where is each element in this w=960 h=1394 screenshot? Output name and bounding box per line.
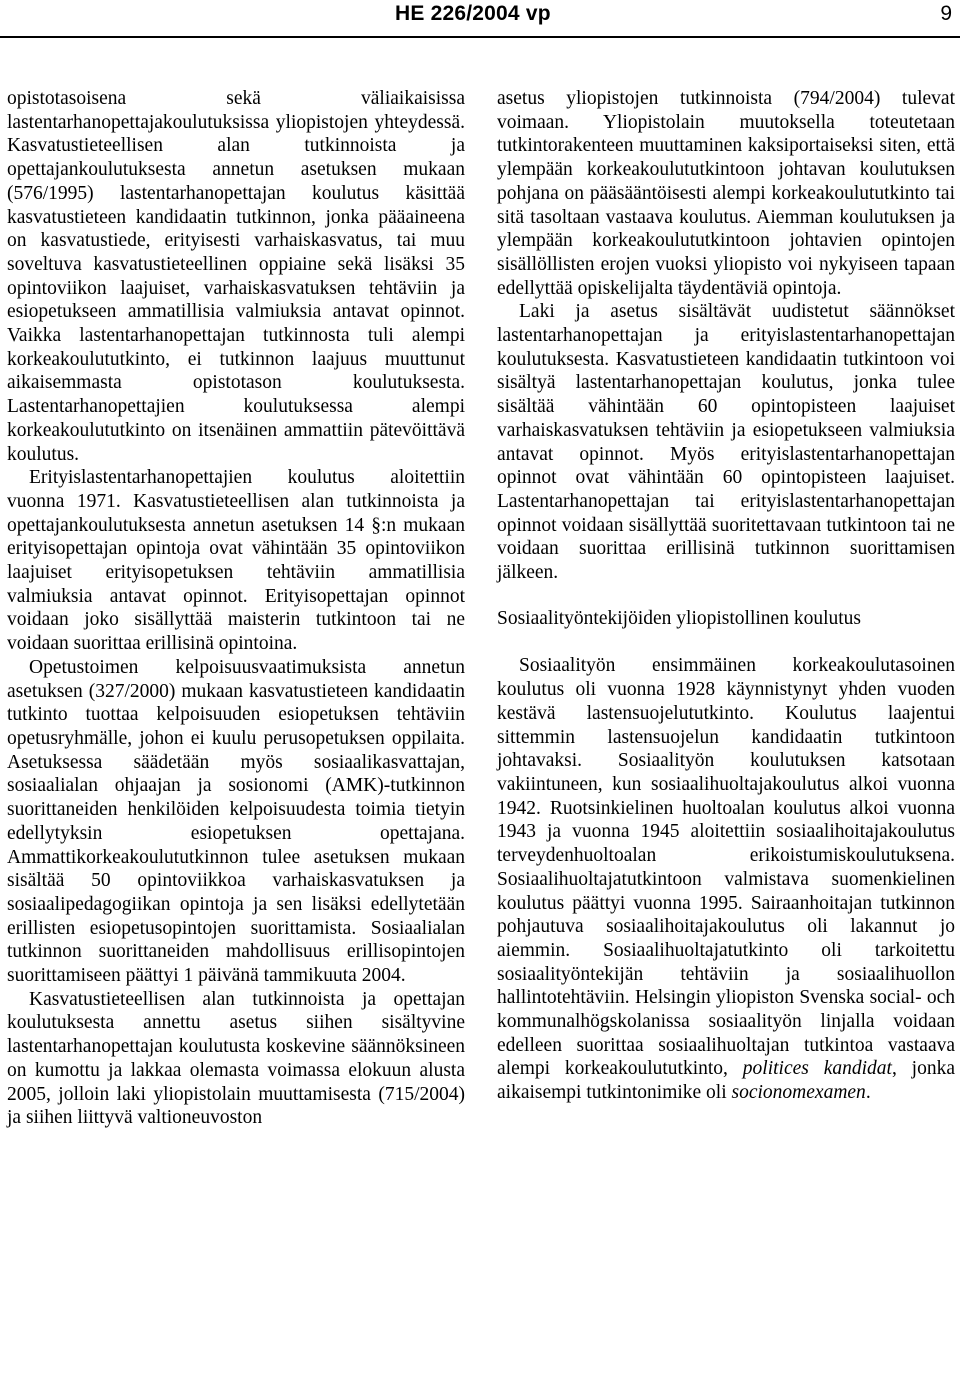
- paragraph: Erityislastentarhanopettajien koulutus aloitettiin vuonna 1971. Kasvatustieteellisen alan tutkinnoista ja opettajankoulutuksesta annetun asetuksen 14 §:n mukaan erityisopettajan opintoja ovat vähintään 35 opintoviikon laajuiset erityisopetuksen tehtäviin ammatillisia valmiuksia antavat opinnot. Erityisopettajan opinnot voidaan joko sisällyttää maisterin tutkintoon tai ne voidaan suorittaa erillisinä opintoina.: [7, 467, 465, 655]
- page-number: 9: [940, 2, 952, 25]
- paragraph-continuation: asetus yliopistojen tutkinnoista (794/2004) tulevat voimaan. Yliopistolain muutoksella toteutetaan tutkintorakenteen muuttaminen kaksiportaiseksi siten, että ylempään korkeakoulututkintoon johtavan koulutuksen pohjana on pääsääntöisesti alempi korkeakoulututkinto tai sitä tasoltaan vastaava koulutus. Aiemman koulutuksen ja ylempään korkeakoulututkintoon johtavien opintojen sisällöllisten erojen vuoksi yliopisto voi nykyiseen tapaan edellyttää opiskelijalta täydentäviä opintoja.: [497, 88, 955, 299]
- italic-term: politices kandidat: [742, 1058, 892, 1080]
- paragraph-text-mid: , jonka aikaisempi tutkintonimike oli: [497, 1058, 955, 1104]
- header-rule: [0, 36, 960, 38]
- left-column: [7, 87, 465, 1130]
- right-column: [497, 87, 955, 1105]
- paragraph: [497, 654, 955, 1104]
- paragraph: Kasvatustieteellisen alan tutkinnoista ja opettajan koulutuksesta annettu asetus siihen sisältyvine lastentarhanopettajan koulutusta koskevine säännöksineen on kumottu ja lakkaa olemasta voimassa elokuun alusta 2005, jolloin laki yliopistolain muuttamisesta (715/2004) ja siihen liittyvä valtioneuvoston: [7, 988, 465, 1129]
- paragraph-text-end: .: [865, 1082, 871, 1104]
- paragraph-continuation: opistotasoisena sekä väliaikaisissa lastentarhanopettajakoulutuksissa yliopistojen yhteydessä. Kasvatustieteellisen alan tutkinnoista ja opettajankoulutuksesta annetun asetuksen mukaan (576/1995) lastentarhanopettajan koulutus käsittää kasvatustieteen kandidaatin tutkinnon, jonka pääaineena on kasvatustiede, erityisesti varhaiskasvatus, tai muu soveltuva kasvatustieteellinen oppiaine sekä lisäksi 35 opintoviikon laajuiset, varhaiskasvatuksen tehtäviin ja esiopetukseen ammatillisia valmiuksia antavat opinnot. Vaikka lastentarhanopettajan tutkinnosta tuli alempi korkeakoulututkinto, ei tutkinnon laajuus muuttunut aikaisemmasta opistotason koulutuksesta. Lastentarhanopettajien koulutuksessa alempi korkeakoulututkinto on itsenäinen ammattiin pätevöittävä koulutus.: [7, 88, 465, 465]
- document-id: HE 226/2004 vp: [395, 2, 551, 25]
- paragraph: Opetustoimen kelpoisuusvaatimuksista annetun asetuksen (327/2000) mukaan kasvatustieteen kandidaatin tutkinto tuottaa kelpoisuuden esiopetuksen tehtäviin opetusryhmälle, johon ei kuulu perusopetuksen oppilaita. Asetuksessa säädetään myös sosiaalikasvattajan, sosiaalialan ohjaajan ja sosionomi (AMK)-tutkinnon suorittaneiden henkilöiden kelpoisuudesta toimia tietyin edellytyksin esiopetuksen opettajana. Ammattikorkeakoulututkinnon tulee asetuksen mukaan sisältää 50 opintoviikkoa varhaiskasvatuksen ja sosiaalipedagogiikan opintoja ja sen lisäksi edellytetään erillisten esiopetusopintojen suorittamista. Sosiaalialan tutkinnon suorittaneiden mahdollisuus erillisopintojen suorittamiseen päättyi 1 päivänä tammikuuta 2004.: [7, 656, 465, 987]
- page-header: [0, 0, 960, 40]
- paragraph: Laki ja asetus sisältävät uudistetut säännökset lastentarhanopettajan ja erityislastentarhanopettajan koulutuksesta. Kasvatustieteen kandidaatin tutkintoon voi sisältyä lastentarhanopettajan koulutus, jonka tulee sisältää vähintään 60 opintopisteen laajuiset varhaiskasvatuksen tehtäviin ja esiopetukseen valmiuksia antavat opinnot. Myös erityislastentarhanopettajan opinnot ovat vähintään 60 opintopisteen laajuiset. Lastentarhanopettajan tai erityislastentarhanopettajan opinnot voidaan sisällyttää suoritettavaan tutkintoon tai ne voidaan suorittaa erillisinä tutkinnon suorittamisen jälkeen.: [497, 301, 955, 584]
- section-heading: Sosiaalityöntekijöiden yliopistollinen koulutus: [497, 607, 861, 629]
- italic-term: socionomexamen: [731, 1082, 866, 1104]
- paragraph-text-start: Sosiaalityön ensimmäinen korkeakoulutasoinen koulutus oli vuonna 1928 käynnistynyt yhden vuoden kestävä lastensuojelututkinto. Koulutus laajentui sittemmin lastensuojelun kandidaatin tutkintoon johtavaksi. Sosiaalityön koulutuksen katsotaan vakiintuneen, kun sosiaalihuoltajakoulutus alkoi vuonna 1942. Ruotsinkielinen huoltoalan koulutus alkoi vuonna 1943 ja vuonna 1945 aloitettiin sosiaalihoitajakoulutus terveydenhuoltoalan erikoistumiskoulutuksena. Sosiaalihuoltajatutkintoon valmistava suomenkielinen koulutus päättyi vuonna 1995. Sairaanhoitajan tutkinnon pohjautuva sosiaalihoitajakoulutus oli lakannut jo aiemmin. Sosiaalihuoltajatutkinto oli tarkoitettu sosiaalityöntekijän tehtäviin ja sosiaalihuollon hallintotehtäviin. Helsingin yliopiston Svenska social- och kommunalhögskolanissa sosiaalityön linjalla voidaan edelleen suorittaa sosiaalihuoltajan tutkintoa vastaava alempi korkeakoulututkinto,: [497, 655, 955, 1080]
